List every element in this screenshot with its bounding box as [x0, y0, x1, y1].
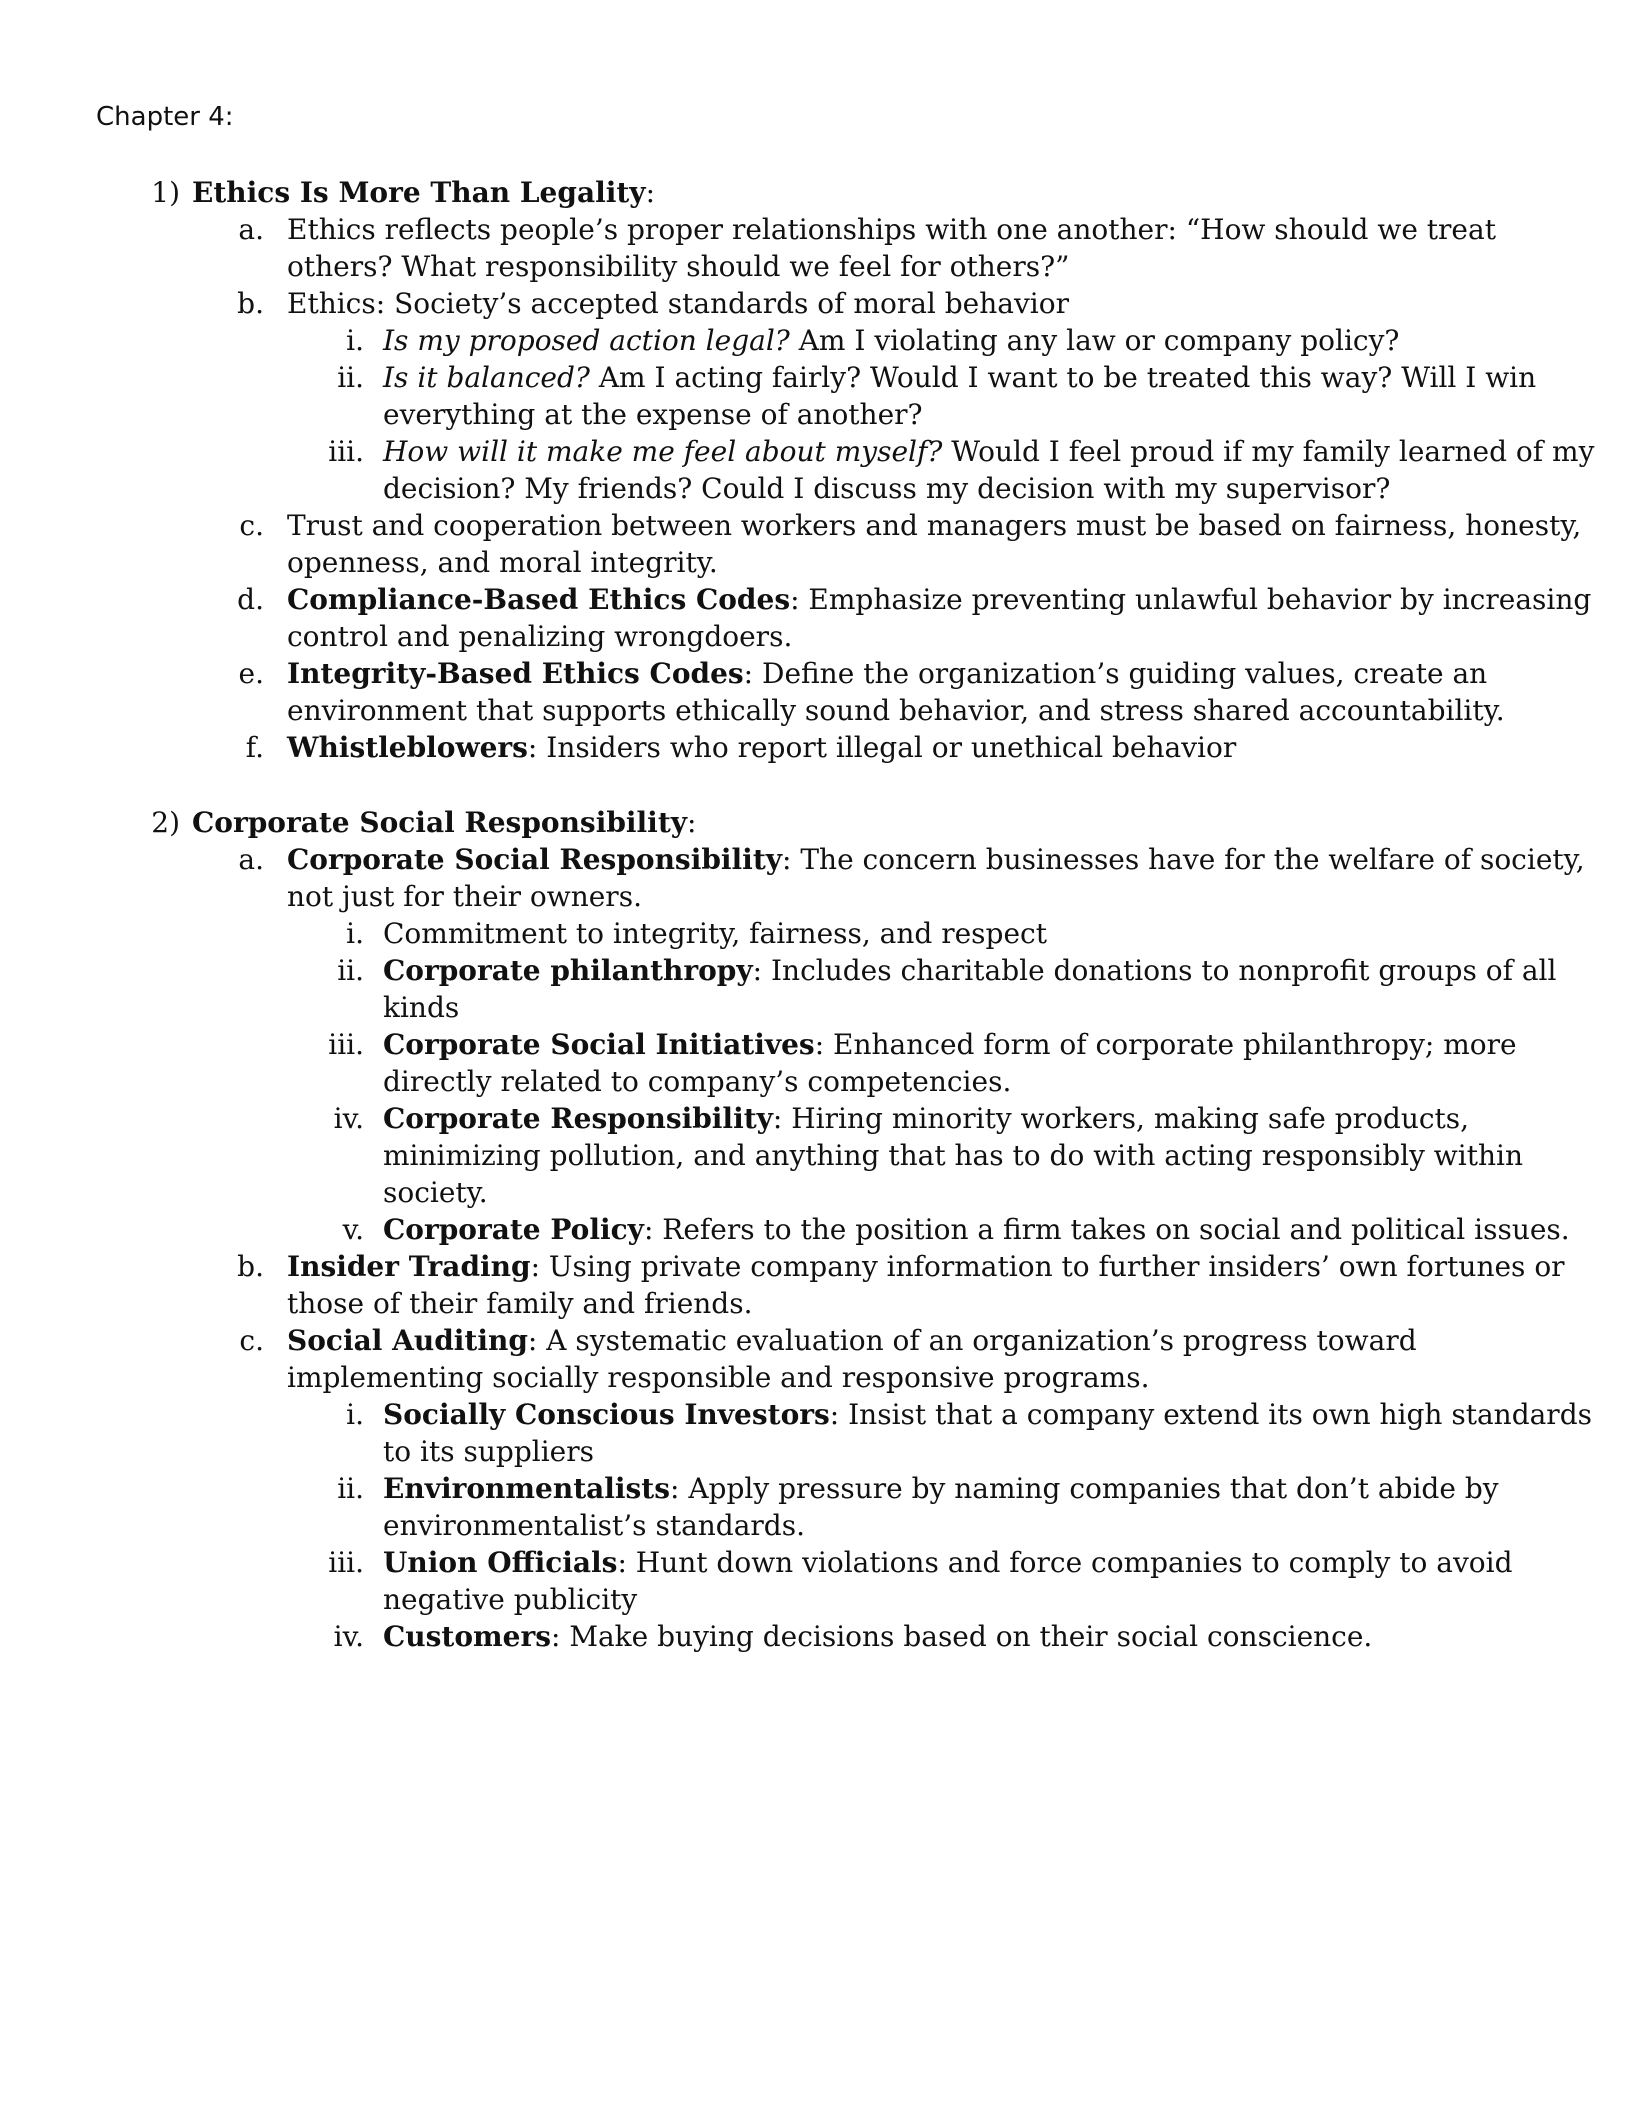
list-marker: ii. — [337, 361, 364, 394]
question-text: Is it balanced? — [383, 361, 590, 394]
list-item-text — [383, 1100, 1469, 1137]
definition: : A systematic evaluation of an organization’s progress toward — [527, 1324, 1417, 1357]
list-item-text: not just for their owners. — [287, 880, 642, 913]
list-marker: f. — [245, 731, 264, 764]
list-marker: ii. — [337, 954, 364, 987]
definition: : Using private company information to further insiders’ own fortunes or — [530, 1250, 1565, 1283]
list-marker: iii. — [328, 435, 364, 468]
term: Environmentalists — [383, 1472, 670, 1505]
definition: : Hunt down violations and force companies to comply to avoid — [617, 1546, 1513, 1579]
list-item-text: Commitment to integrity, fairness, and respect — [383, 917, 1047, 950]
definition: : Make buying decisions based on their social conscience. — [550, 1620, 1373, 1653]
term: Whistleblowers — [287, 731, 528, 764]
list-item-text — [287, 581, 1591, 618]
term: Social Auditing — [287, 1324, 528, 1357]
list-item-text: kinds — [383, 991, 460, 1024]
definition: : Refers to the position a firm takes on social and political issues. — [643, 1213, 1570, 1246]
definition: : The concern businesses have for the welfare of society, — [782, 843, 1585, 876]
list-item-text: negative publicity — [383, 1583, 638, 1616]
list-item-text — [287, 655, 1487, 692]
list-item-text — [383, 322, 1399, 359]
list-item-text — [383, 1396, 1592, 1433]
term: Corporate Social Responsibility — [287, 843, 783, 876]
list-item-text — [383, 1618, 1372, 1655]
list-marker: i. — [346, 917, 364, 950]
list-marker: e. — [238, 657, 264, 690]
term: Insider Trading — [287, 1250, 531, 1283]
list-item-text: control and penalizing wrongdoers. — [287, 620, 793, 653]
term: Integrity-Based Ethics Codes — [287, 657, 744, 690]
definition: : Apply pressure by naming companies that don’t abide by — [670, 1472, 1499, 1505]
definition: : Insiders who report illegal or unethical behavior — [527, 731, 1237, 764]
list-item-text — [383, 952, 1556, 989]
term: Socially Conscious Investors — [383, 1398, 830, 1431]
definition: : Define the organization’s guiding values, create an — [743, 657, 1488, 690]
list-item-text: to its suppliers — [383, 1435, 594, 1468]
list-item-text: those of their family and friends. — [287, 1287, 753, 1320]
list-item-text — [383, 1026, 1517, 1063]
list-item-text — [287, 1322, 1417, 1359]
term: Union Officials — [383, 1546, 618, 1579]
list-item-text: openness, and moral integrity. — [287, 546, 718, 579]
list-item-text — [383, 433, 1594, 470]
list-item-text: everything at the expense of another? — [383, 398, 923, 431]
list-marker: a. — [238, 213, 264, 246]
definition: : Hiring minority workers, making safe products, — [772, 1102, 1470, 1135]
list-item-text — [287, 841, 1585, 878]
section-number: 1) — [151, 176, 180, 209]
list-marker: i. — [346, 1398, 364, 1431]
list-item-text: environment that supports ethically sound behavior, and stress shared accountability. — [287, 694, 1505, 727]
term: Corporate Social Initiatives — [383, 1028, 815, 1061]
question-text: Is my proposed action legal? — [383, 324, 790, 357]
list-item-text: implementing socially responsible and responsive programs. — [287, 1361, 1150, 1394]
list-marker: ii. — [337, 1472, 364, 1505]
definition: : Emphasize preventing unlawful behavior by increasing — [790, 583, 1592, 616]
definition: : Includes charitable donations to nonprofit groups of all — [752, 954, 1557, 987]
list-item-text: Ethics: Society’s accepted standards of moral behavior — [287, 287, 1069, 320]
list-item-text — [287, 1248, 1565, 1285]
list-item-text: directly related to company’s competencies. — [383, 1065, 1012, 1098]
section-title: Corporate Social Responsibility — [192, 806, 688, 839]
definition: : Insist that a company extend its own high standards — [829, 1398, 1592, 1431]
list-item-text: Trust and cooperation between workers and managers must be based on fairness, honesty, — [287, 509, 1582, 542]
question-text: How will it make me feel about myself? — [383, 435, 943, 468]
term: Corporate Responsibility — [383, 1102, 773, 1135]
definition: : Enhanced form of corporate philanthropy; more — [814, 1028, 1517, 1061]
item-detail: Am I acting fairly? Would I want to be treated this way? Will I win — [589, 361, 1537, 394]
list-item-text — [383, 359, 1536, 396]
list-item-text — [287, 729, 1236, 766]
list-marker: iii. — [328, 1028, 364, 1061]
list-item-text: minimizing pollution, and anything that has to do with acting responsibly within — [383, 1139, 1524, 1172]
term: Corporate philanthropy — [383, 954, 753, 987]
term: Customers — [383, 1620, 551, 1653]
list-marker: b. — [237, 287, 264, 320]
list-item-text: others? What responsibility should we feel for others?” — [287, 250, 1070, 283]
section-title-line: Ethics Is More Than Legality: — [192, 176, 656, 209]
term: Compliance-Based Ethics Codes — [287, 583, 791, 616]
section-title: Ethics Is More Than Legality — [192, 176, 646, 209]
list-marker: b. — [237, 1250, 264, 1283]
list-item-text: environmentalist’s standards. — [383, 1509, 805, 1542]
list-marker: c. — [239, 1324, 264, 1357]
list-item-text: Ethics reflects people’s proper relationships with one another: “How should we treat — [287, 213, 1496, 246]
list-item-text — [383, 1544, 1513, 1581]
list-marker: iv. — [333, 1102, 364, 1135]
item-detail: Would I feel proud if my family learned of my — [942, 435, 1595, 468]
list-marker: iv. — [333, 1620, 364, 1653]
list-marker: i. — [346, 324, 364, 357]
list-marker: v. — [342, 1213, 364, 1246]
section-number: 2) — [151, 806, 180, 839]
list-item-text: society. — [383, 1176, 488, 1209]
list-marker: iii. — [328, 1546, 364, 1579]
list-marker: d. — [237, 583, 264, 616]
list-item-text — [383, 1470, 1499, 1507]
list-marker: c. — [239, 509, 264, 542]
list-item-text — [383, 1211, 1570, 1248]
section-title-line: Corporate Social Responsibility: — [192, 806, 697, 839]
list-item-text: decision? My friends? Could I discuss my decision with my supervisor? — [383, 472, 1391, 505]
term: Corporate Policy — [383, 1213, 644, 1246]
chapter-heading: Chapter 4: — [96, 102, 234, 132]
list-marker: a. — [238, 843, 264, 876]
item-detail: Am I violating any law or company policy? — [789, 324, 1400, 357]
